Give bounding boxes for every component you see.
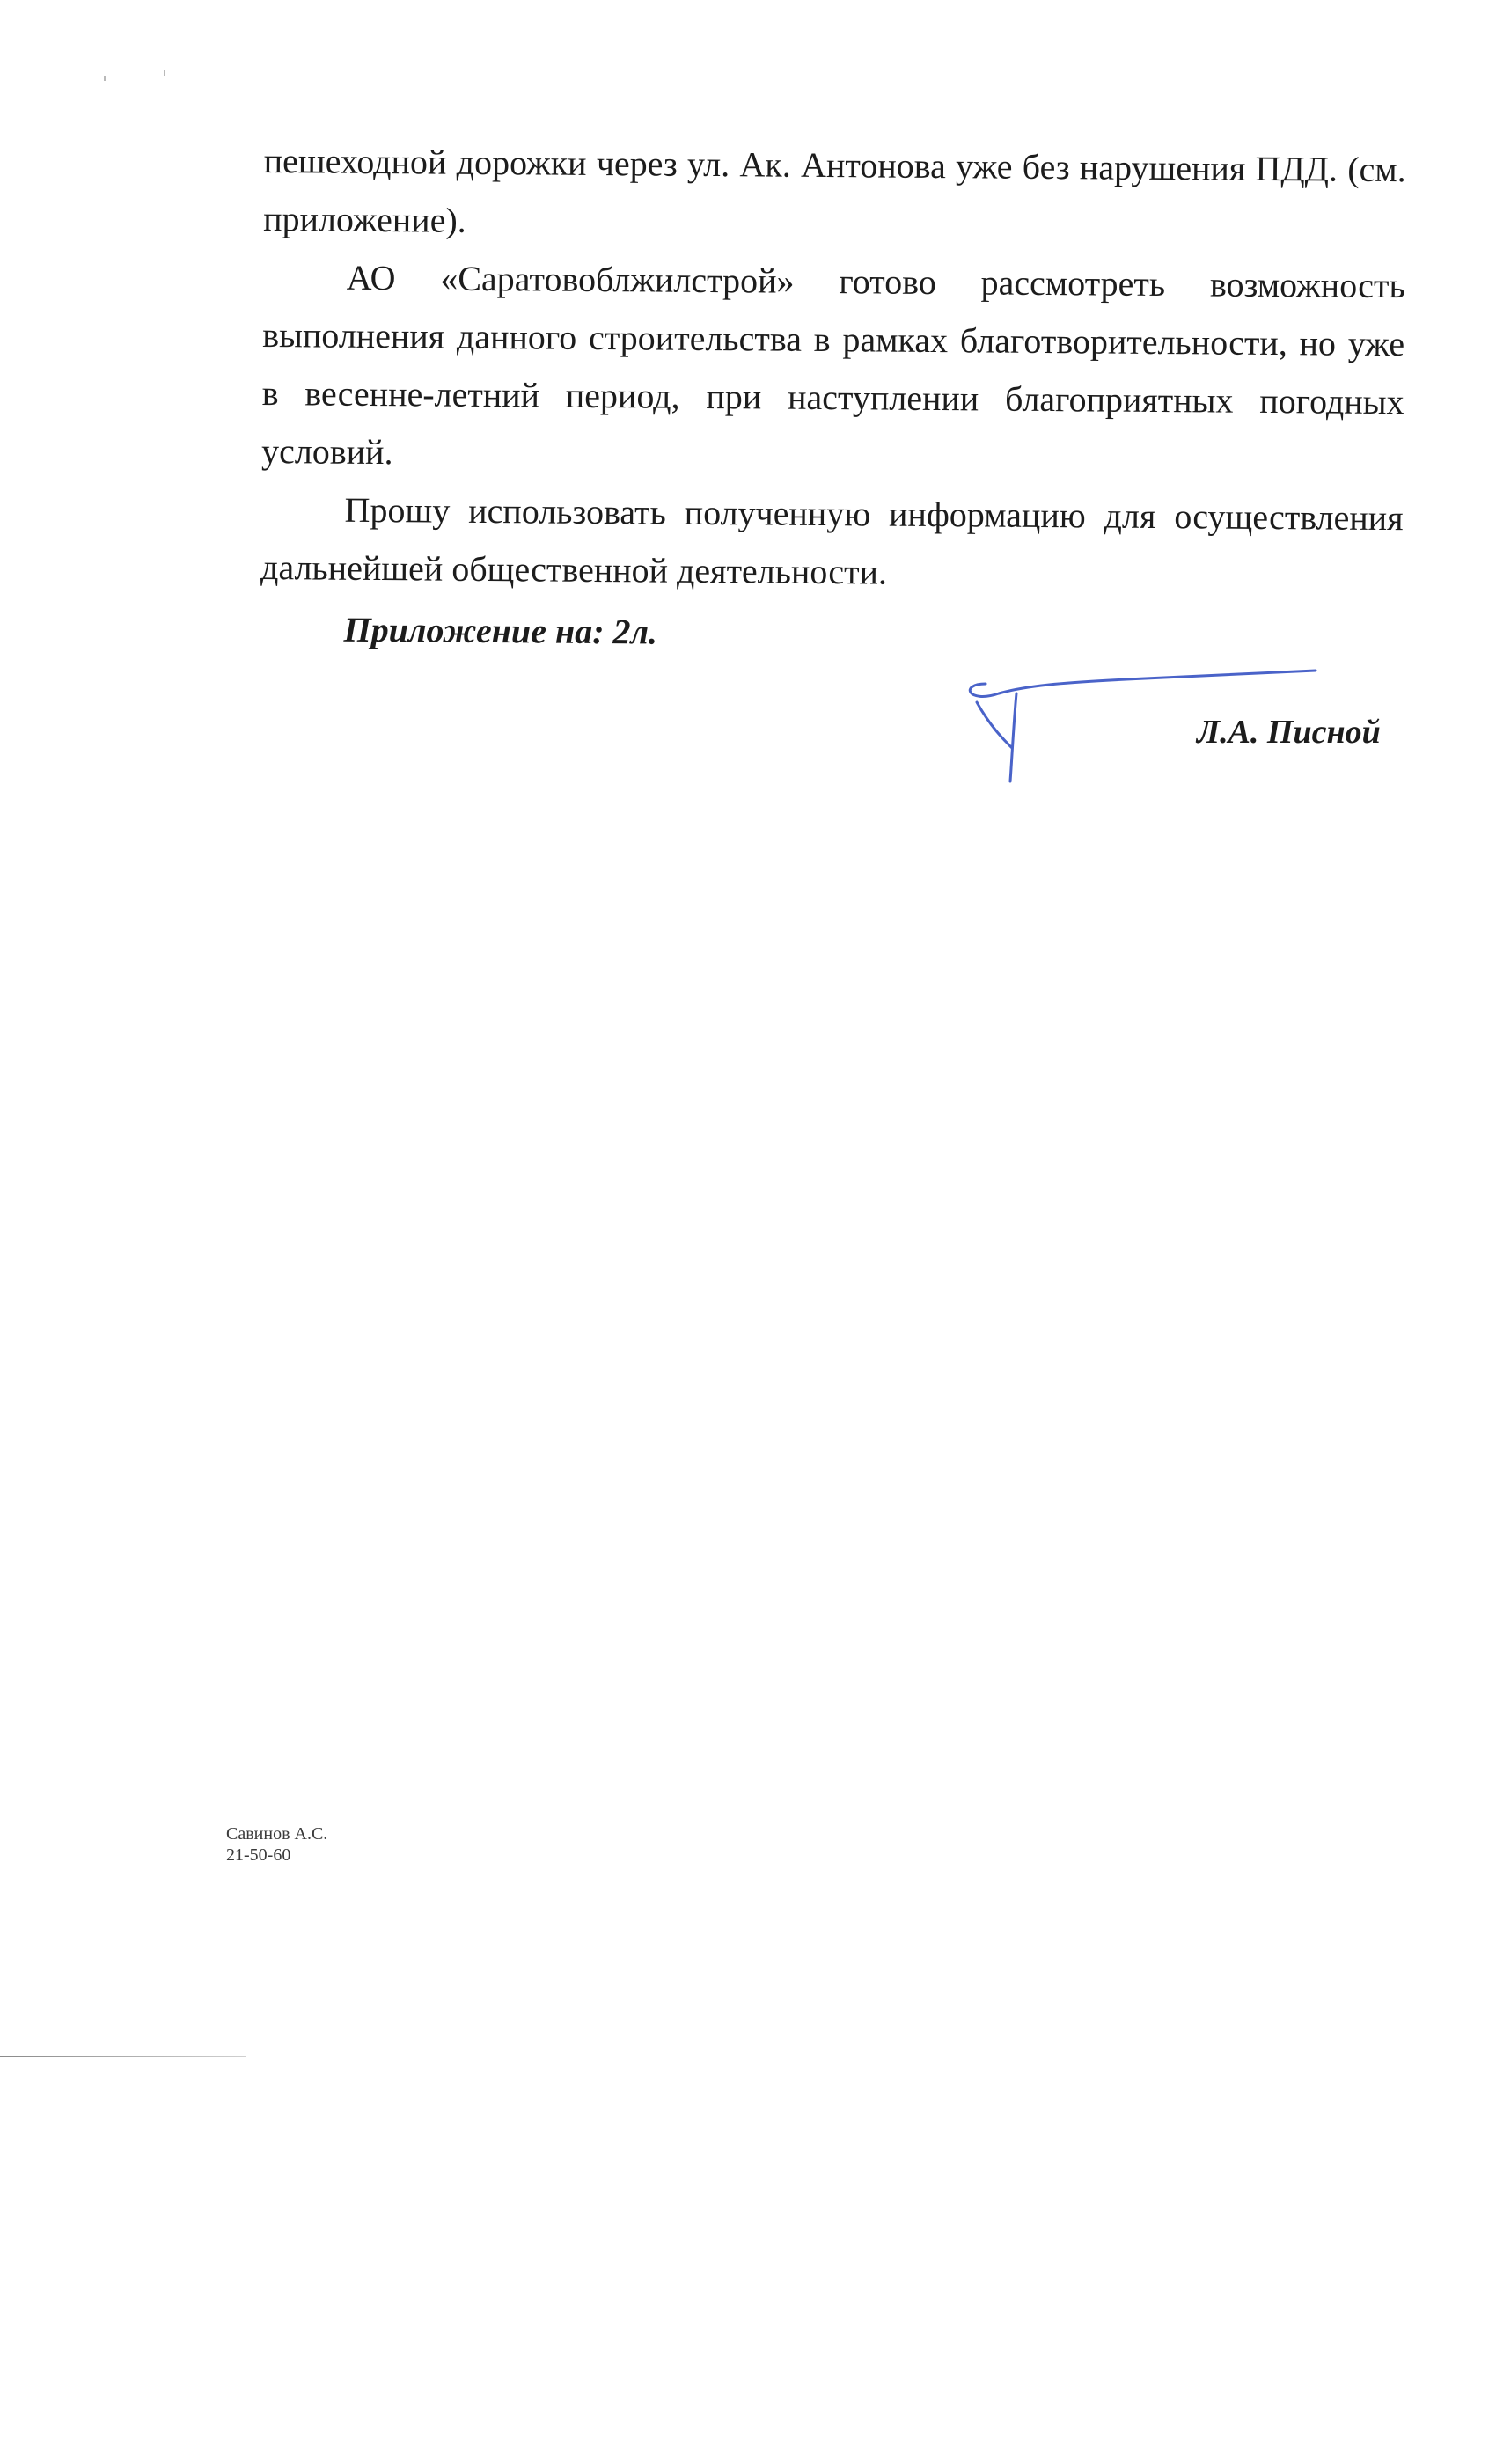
scan-speck	[104, 76, 106, 81]
contact-info	[226, 1823, 327, 1866]
contact-phone: 21-50-60	[226, 1845, 291, 1865]
attachment-note: Приложение на: 2л.	[343, 609, 658, 652]
paragraph-charity-offer: АО «Саратовоблжилстрой» готово рассмотреть возможность выполнения данного строительства в рамках благотворительности, но уже в весенне-летний период, при наступлении благоприятных погодных условий.	[260, 257, 1405, 473]
scan-edge-line	[0, 2056, 246, 2057]
paragraph-request: Прошу использовать полученную информацию для осуществления дальнейшей общественной деятельности.	[260, 489, 1404, 592]
letter-body	[260, 132, 1406, 667]
signer-name: Л.А. Писной	[1197, 714, 1381, 751]
scan-speck	[164, 70, 165, 76]
paragraph-continuation: пешеходной дорожки через ул. Ак. Антонова уже без нарушения ПДД. (см. приложение).	[263, 140, 1406, 240]
contact-name: Савинов А.С.	[226, 1824, 328, 1844]
